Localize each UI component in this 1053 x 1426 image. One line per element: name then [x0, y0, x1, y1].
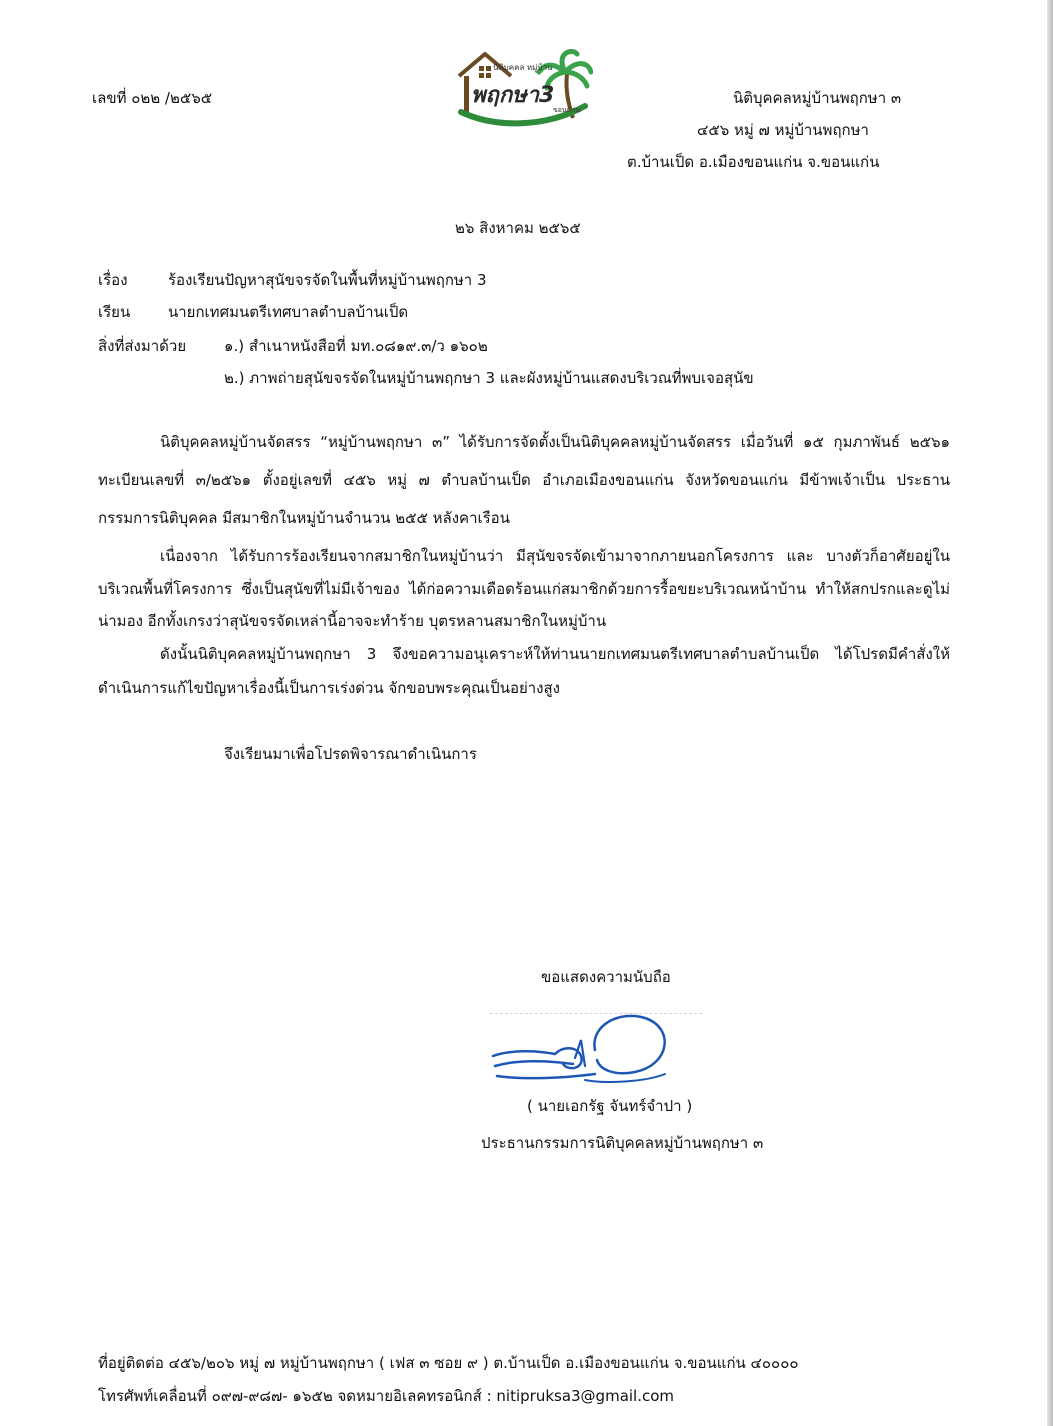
- body-p2-line2: บริเวณพื้นที่โครงการ ซึ่งเป็นสุนัขที่ไม่มีเจ้าของ ได้ก่อความเดือดร้อนแก่สมาชิกด้วยการรื้อขยะบริเวณหน้าบ้าน ทำให้สกปรกและดูไม่: [98, 580, 950, 598]
- logo-top-text: นิติบุคคล หมู่บ้าน: [493, 63, 553, 72]
- org-address-line1: ๔๕๖ หมู่ ๗ หมู่บ้านพฤกษา: [697, 121, 869, 139]
- logo-wall-left: [464, 76, 469, 114]
- org-address-line2: ต.บ้านเป็ด อ.เมืองขอนแก่น จ.ขอนแก่น: [627, 153, 880, 171]
- logo-main-text: พฤกษา3: [471, 83, 555, 108]
- closing-request: จึงเรียนมาเพื่อโปรดพิจารณาดำเนินการ: [224, 745, 477, 763]
- logo-sub-text: ขอนแก่น: [553, 106, 581, 114]
- footer-address: ที่อยู่ติดต่อ ๔๕๖/๒๐๖ หมู่ ๗ หมู่บ้านพฤกษา ( เฟส ๓ ซอย ๙ ) ต.บ้านเป็ด อ.เมืองขอนแก่น จ.ขอนแก่น ๔๐๐๐๐: [98, 1354, 799, 1372]
- to-label: เรียน: [98, 303, 131, 321]
- signatory-position: ประธานกรรมการนิติบุคคลหมู่บ้านพฤกษา ๓: [481, 1134, 764, 1152]
- to-text: นายกเทศมนตรีเทศบาลตำบลบ้านเป็ด: [168, 303, 409, 321]
- body-p3-line1: ดังนั้นนิติบุคคลหมู่บ้านพฤกษา 3 จึงขอความอนุเคราะห์ให้ท่านนายกเทศมนตรีเทศบาลตำบลบ้านเป็ด ได้โปรดมีคำสั่งให้: [160, 645, 950, 663]
- body-p2-line1: เนื่องจาก ได้รับการร้องเรียนจากสมาชิกในหมู่บ้านว่า มีสุนัขจรจัดเข้ามาจากภายนอกโครงการ และ บางตัวก็อาศัยอยู่ใน: [160, 547, 950, 565]
- subject-label: เรื่อง: [98, 271, 128, 289]
- footer-phone-email-label: โทรศัพท์เคลื่อนที่ ๐๙๗-๙๘๗- ๑๖๕๒ จดหมายอิเลคทรอนิกส์ :: [98, 1387, 492, 1405]
- body-p1-line2: ทะเบียนเลขที่ ๓/๒๕๖๑ ตั้งอยู่เลขที่ ๔๕๖ หมู่ ๗ ตำบลบ้านเป็ด อำเภอเมืองขอนแก่น จังหวัดขอนแก่น มีข้าพเจ้าเป็น ประธาน: [98, 471, 950, 489]
- body-p1-line1: นิติบุคคลหมู่บ้านจัดสรร “หมู่บ้านพฤกษา ๓” ได้รับการจัดตั้งเป็นนิติบุคคลหมู่บ้านจัดสรร เมื่อวันที่ ๑๕ กุมภาพันธ์ ๒๕๖๑: [160, 433, 950, 451]
- enclosure-item: ๑.) สำเนาหนังสือที่ มท.๐๘๑๙.๓/ว ๑๖๐๒: [224, 337, 488, 355]
- page-edge-shadow: [1047, 0, 1053, 1426]
- footer-email-link[interactable]: nitipruksa3@gmail.com: [496, 1387, 675, 1405]
- body-p1-line3: กรรมการนิติบุคคล มีสมาชิกในหมู่บ้านจำนวน ๒๕๕ หลังคาเรือน: [98, 509, 510, 527]
- footer-contact: [98, 1384, 674, 1408]
- signatory-name: ( นายเอกรัฐ จันทร์จำปา ): [527, 1097, 693, 1115]
- body-p2-line3: น่ามอง อีกทั้งเกรงว่าสุนัขจรจัดเหล่านี้อาจจะทำร้าย บุตรหลานสมาชิกในหมู่บ้าน: [98, 612, 607, 630]
- enclosure-item: ๒.) ภาพถ่ายสุนัขจรจัดในหมู่บ้านพฤกษา 3 และผังหมู่บ้านแสดงบริเวณที่พบเจอสุนัข: [224, 369, 754, 387]
- document-number: เลขที่ ๐๒๒ /๒๕๖๕: [92, 89, 213, 107]
- letter-date: ๒๖ สิงหาคม ๒๕๖๕: [455, 219, 581, 237]
- handwritten-signature: [485, 1010, 705, 1090]
- salutation: ขอแสดงความนับถือ: [541, 968, 671, 986]
- village-logo: [455, 46, 593, 128]
- subject-text: ร้องเรียนปัญหาสุนัขจรจัดในพื้นที่หมู่บ้านพฤกษา 3: [168, 271, 487, 289]
- org-name: นิติบุคคลหมู่บ้านพฤกษา ๓: [733, 89, 902, 107]
- enclosures-label: สิ่งที่ส่งมาด้วย: [98, 337, 187, 355]
- body-p3-line2: ดำเนินการแก้ไขปัญหาเรื่องนี้เป็นการเร่งด่วน จักขอบพระคุณเป็นอย่างสูง: [98, 679, 560, 697]
